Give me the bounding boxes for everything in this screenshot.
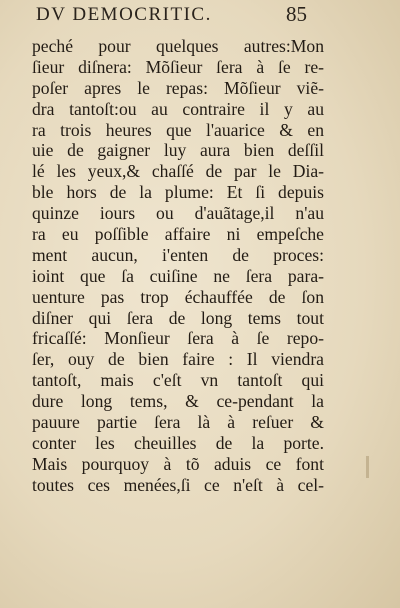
text-line: dure long tems, & ce-pendant la	[32, 391, 324, 412]
body-text	[32, 36, 324, 496]
text-line: ra trois heures que l'auarice & en	[32, 119, 324, 140]
margin-mark	[366, 456, 369, 478]
text-line: uenture pas trop échauffée de ſon	[32, 286, 324, 307]
page-number: 85	[286, 2, 307, 26]
text-line: diſner qui ſera de long tems tout	[32, 307, 324, 328]
text-line: Mais pourquoy à tõ aduis ce font	[32, 453, 324, 474]
text-line: pauure partie ſera là à reſuer &	[32, 412, 324, 433]
text-line: dra tantoſt:ou au contraire il y au	[32, 98, 324, 119]
text-line: conter les cheuilles de la porte.	[32, 432, 324, 453]
text-line: peché pour quelques autres:Mon	[32, 36, 324, 56]
text-line: toutes ces menées,ſi ce n'eſt à cel-	[32, 474, 324, 495]
running-title: DV DEMOCRITIC.	[36, 4, 212, 25]
text-line: poſer apres le repas: Mõſieur viẽ-	[32, 77, 324, 98]
text-line: ſer, ouy de bien faire : Il viendra	[32, 349, 324, 370]
text-line: lé les yeux,& chaſſé de par le Dia-	[32, 161, 324, 182]
text-line: ioint que ſa cuiſine ne ſera para-	[32, 265, 324, 286]
text-line: ra eu poſſible affaire ni empeſche	[32, 224, 324, 245]
text-line: ment aucun, i'enten de proces:	[32, 244, 324, 265]
text-line: tantoſt, mais c'eſt vn tantoſt qui	[32, 370, 324, 391]
text-line: quinze iours ou d'auãtage,il n'au	[32, 203, 324, 224]
text-line: ble hors de la plume: Et ſi depuis	[32, 182, 324, 203]
text-line: uie de gaigner luy aura bien deſſil	[32, 140, 324, 161]
text-line: fricaſſé: Monſieur ſera à ſe repo-	[32, 328, 324, 349]
text-line: ſieur diſnera: Mõſieur ſera à ſe re-	[32, 56, 324, 77]
